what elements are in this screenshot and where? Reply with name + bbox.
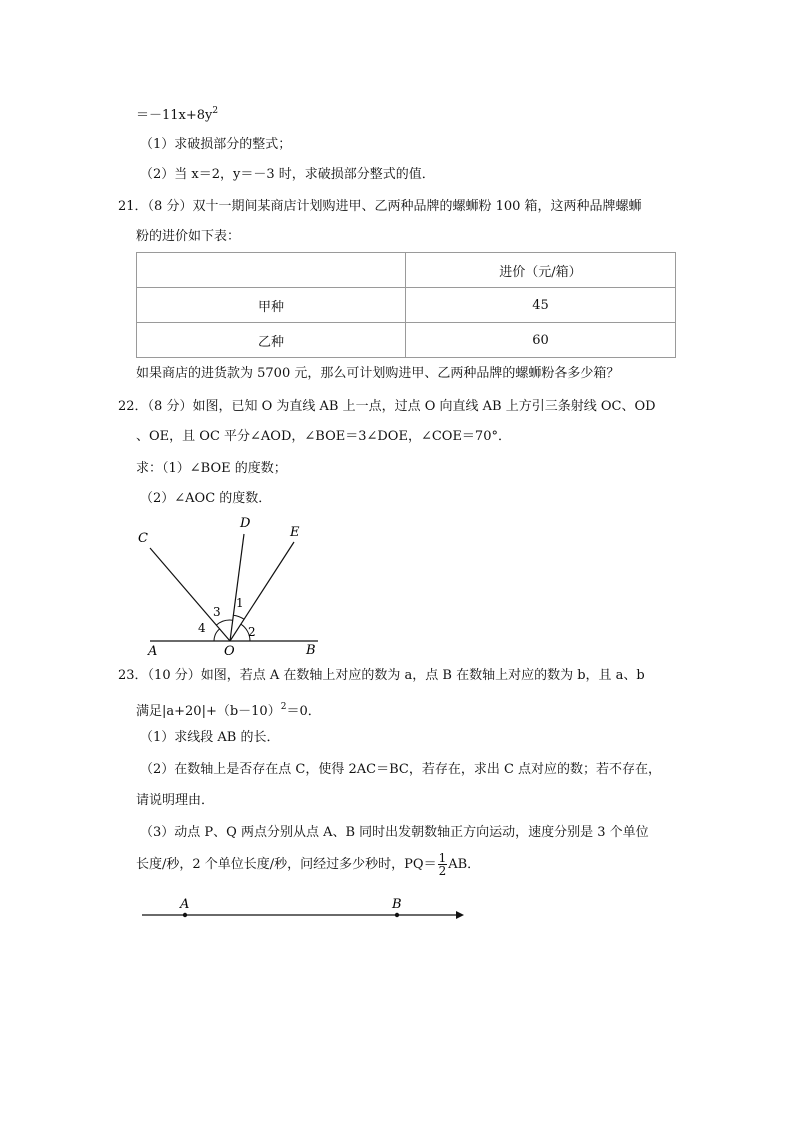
q21-question: 如果商店的进货款为 5700 元，那么可计划购进甲、乙两种品牌的螺蛳粉各多少箱？ <box>136 366 620 381</box>
label-e: E <box>290 525 300 540</box>
angle-label-1: 1 <box>236 596 244 610</box>
point-b <box>395 913 399 917</box>
q23-condition-end: ＝0． <box>286 704 321 719</box>
table-header-row <box>137 253 676 288</box>
q20-expression <box>136 102 218 125</box>
arc-angle-3 <box>216 620 232 625</box>
label-c: C <box>138 531 148 546</box>
q22-part1: 求：（1）∠BOE 的度数； <box>136 461 287 476</box>
q22-part2: （2）∠AOC 的度数． <box>140 491 272 506</box>
fraction-numerator: 1 <box>438 851 447 865</box>
q20-expression-exponent: 2 <box>212 106 219 116</box>
price-table <box>136 252 676 358</box>
angle-label-2: 2 <box>248 625 256 639</box>
axis-label-b: B <box>392 897 402 912</box>
q20-expression-text: ＝－11x+8y <box>136 108 213 123</box>
label-a: A <box>148 644 158 658</box>
arc-angle-1 <box>233 615 244 619</box>
q23-part3-cont <box>136 852 480 877</box>
ray-oc <box>150 548 230 641</box>
q23-condition-exponent: 2 <box>280 702 287 712</box>
q23-line1: 23．（10 分）如图，若点 A 在数轴上对应的数为 a，点 B 在数轴上对应的数为 b，且 a、b <box>118 668 645 683</box>
table-cell: 甲种 <box>137 288 406 323</box>
table-row <box>137 288 676 323</box>
arc-angle-4 <box>214 629 220 641</box>
angle-figure <box>130 512 330 658</box>
table-cell: 60 <box>406 323 676 358</box>
table-header-cell: 进价（元/箱） <box>406 253 676 288</box>
q20-part1: （1）求破损部分的整式； <box>140 137 292 152</box>
table-cell: 乙种 <box>137 323 406 358</box>
axis-label-a: A <box>180 897 190 912</box>
q22-line2: 、OE，且 OC 平分∠AOD，∠BOE＝3∠DOE，∠COE＝70°． <box>136 429 511 444</box>
point-a <box>183 913 187 917</box>
axis-arrow <box>456 911 464 919</box>
number-line <box>138 894 470 924</box>
q21-line2: 粉的进价如下表： <box>136 229 241 244</box>
fraction-denominator: 2 <box>438 864 447 878</box>
q23-part2-cont: 请说明理由． <box>136 793 215 808</box>
q23-line2 <box>136 698 321 721</box>
label-b: B <box>306 643 316 658</box>
ray-oe <box>230 542 294 641</box>
q23-condition: 满足|a+20|+（b－10） <box>136 704 281 719</box>
q23-part3-text: 长度/秒，2 个单位长度/秒，问经过多少秒时，PQ＝ <box>136 857 437 872</box>
table-cell: 45 <box>406 288 676 323</box>
angle-label-4: 4 <box>198 621 206 635</box>
q23-part3-end: AB． <box>448 857 481 872</box>
table-header-cell <box>137 253 406 288</box>
q22-line1: 22．（8 分）如图，已知 O 为直线 AB 上一点，过点 O 向直线 AB 上方引三条射线 OC、OD <box>118 399 656 414</box>
table-row <box>137 323 676 358</box>
label-d: D <box>240 516 251 531</box>
q20-part2: （2）当 x＝2，y＝－3 时，求破损部分整式的值． <box>140 167 435 182</box>
q23-part2: （2）在数轴上是否存在点 C，使得 2AC＝BC，若存在，求出 C 点对应的数；若不存在， <box>140 762 662 777</box>
fraction-half <box>438 852 448 877</box>
label-o: O <box>224 644 235 658</box>
angle-label-3: 3 <box>213 605 221 619</box>
q23-part3: （3）动点 P、Q 两点分别从点 A、B 同时出发朝数轴正方向运动，速度分别是 3 个单位 <box>140 825 649 840</box>
q21-line1: 21．（8 分）双十一期间某商店计划购进甲、乙两种品牌的螺蛳粉 100 箱，这两种品牌螺蛳 <box>118 199 642 214</box>
q23-part1: （1）求线段 AB 的长． <box>140 730 280 745</box>
